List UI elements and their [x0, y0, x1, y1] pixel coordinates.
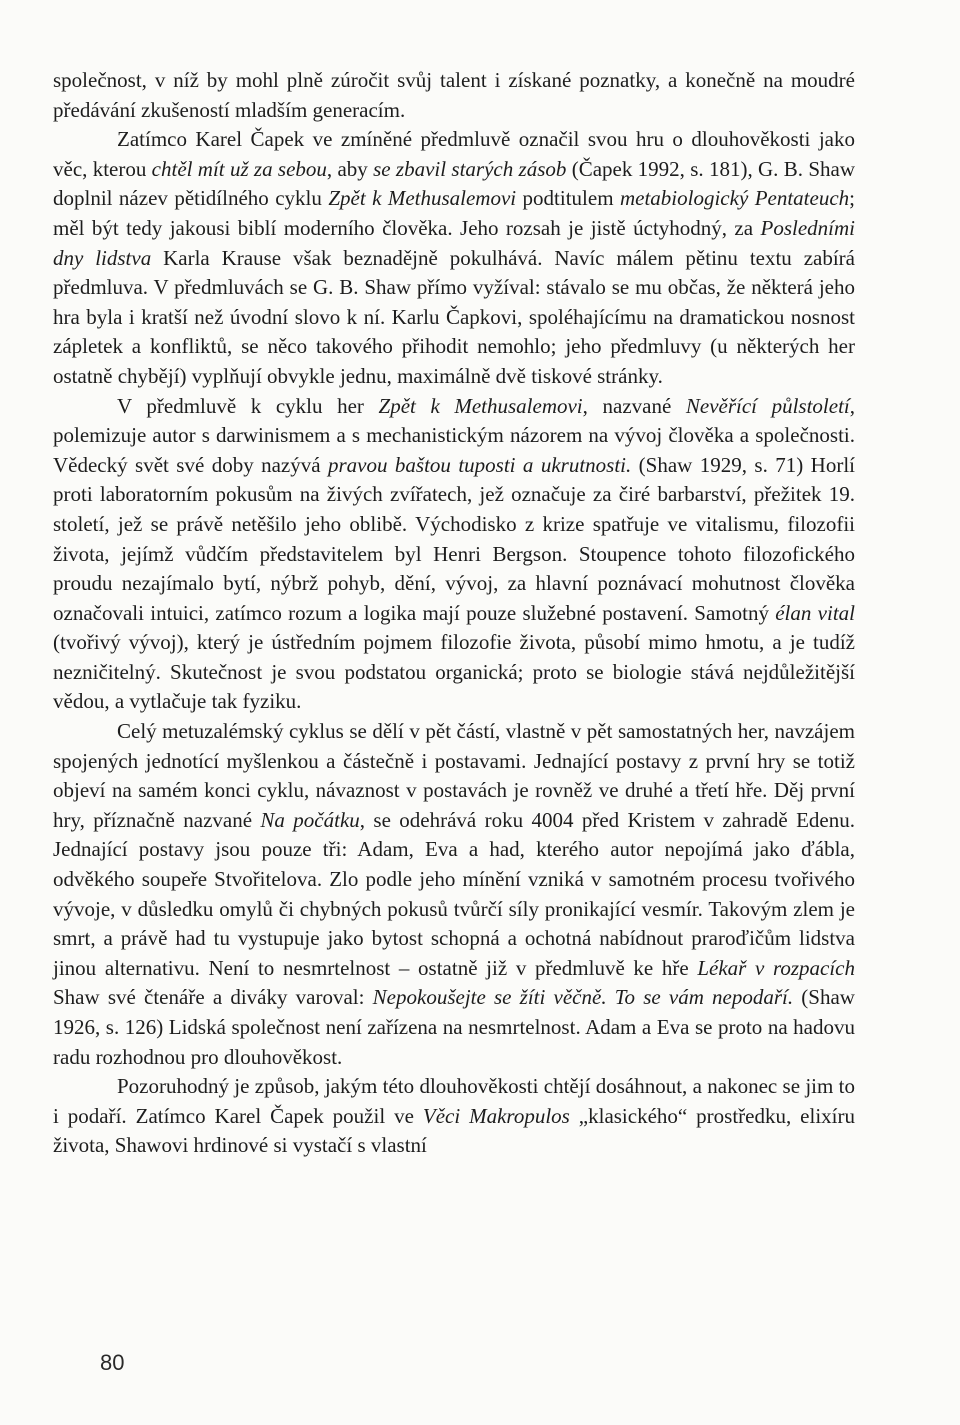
text-run: Zatímco Karel Čapek ve zmíněné předmluvě označil svou hru o dlouhověkosti jako věc, kterou [53, 127, 855, 181]
text-run: ; měl být tedy jakousi biblí moderního člověka. Jeho rozsah je jistě úctyhodný, za [53, 186, 856, 240]
text-run: Karla Krause však beznadějně pokulhává. Navíc málem pětinu textu zabírá předmluva. V předmluvách se G. B. Shaw přímo vyžíval: stávalo se mu občas, že některá jeho hra byla i kratší než úvodní slovo k ní. Karlu Čapkovi, spoléhajícímu na dramatickou nosnost zápletek a konfliktů, se něco takového přihodit nemohlo; jeho předmluvy (u některých her ostatně chybějí) vyplňují obvykle jednu, maximálně dvě tiskové stránky. [53, 245, 855, 388]
text-run: Celý metuzalémský cyklus se dělí v pět částí, vlastně v pět samostatných her, navzájem spojených jednotící myšlenkou a částečně i postavami. Jednající postavy z první hry se totiž objeví na samém konci cyklu, návaznost v postavách je rovněž ve druhé a třetí hře. Děj první hry, příznačně nazvané [53, 719, 855, 832]
text-run: „klasického“ prostředku, elixíru života, Shawovi hrdinové si vystačí s vlastní [53, 1103, 855, 1158]
text-run: (Shaw 1926, s. 126) Lidská společnost není zařízena na nesmrtelnost. Adam a Eva se proto na hadovu radu rozhodnou pro dlouhověkost. [53, 985, 855, 1069]
page-number: 80 [100, 1350, 125, 1375]
text-run: (Shaw 1929, s. 71) Horlí proti laboratorním pokusům na živých zvířatech, jež označuje za čiré barbarství, přežitek 19. století, jež se právě netěšilo jeho oblibě. Východisko z krize spatřuje ve vitalismu, filozofii života, jejímž vůdčím představitelem byl Henri Bergson. Stoupence tohoto filozofického proudu nezajímalo bytí, nýbrž pohyb, dění, vývoj, za hlavní poznávací mohutnost člověka označovali intuici, zatímco rozum a logika mají pouze služebné postavení. Samotný [53, 452, 855, 625]
text-run: V předmluvě k cyklu her [117, 393, 379, 418]
italic-text: Věci Makropulos [422, 1103, 570, 1128]
italic-text: chtěl mít už za sebou [151, 156, 327, 181]
italic-text: Zpět k Methusalemovi [328, 186, 517, 211]
text-run: (Čapek 1992, s. 181), G. B. Shaw doplnil název pětidílného cyklu [53, 156, 855, 211]
text-run: Shaw své čtenáře a diváky varoval: [53, 985, 373, 1010]
paragraph [53, 66, 855, 125]
italic-text: élan vital [775, 600, 855, 625]
text-run: , nazvané [582, 393, 686, 418]
italic-text: Zpět k Methusalemovi [378, 393, 583, 418]
text-run: podtitulem [516, 186, 620, 211]
italic-text: Nepokoušejte se žíti věčně. To se vám nepodaří. [372, 985, 794, 1010]
italic-text: pravou baštou tuposti a ukrutnosti. [328, 452, 632, 477]
paragraph [53, 717, 855, 1072]
italic-text: Nevěřící půlstoletí [685, 393, 850, 418]
paragraph [53, 125, 855, 391]
italic-text: Posledními dny lidstva [53, 215, 855, 270]
italic-text: se zbavil starých zásob [373, 156, 567, 181]
paragraph [53, 1072, 855, 1161]
text-run: společnost, v níž by mohl plně zúročit svůj talent i získané poznatky, a konečně na moudré předávání zkušeností mladším generacím. [53, 68, 855, 122]
text-run: Pozoruhodný je způsob, jakým této dlouhověkosti chtějí dosáhnout, a nakonec se jim to i podaří. Zatímco Karel Čapek použil ve [53, 1074, 855, 1128]
text-run: , se odehrává roku 4004 před Kristem v zahradě Edenu. Jednající postavy jsou pouze tři: Adam, Eva a had, kterého autor nepojímá jako ďábla, odvěkého soupeře Stvořitelova. Zlo podle jeho mínění vzniká v samotném procesu tvořivého vývoje, v důsledku omylů či chybných pokusů tvůrčí síly pronikající vesmír. Takovým zlem je smrt, a právě had tu vystupuje jako bytost schopná a ochotná nabídnout praroďičům lidstva jinou alternativu. Není to nesmrtelnost – ostatně již v předmluvě ke hře [53, 807, 855, 980]
paragraph [53, 392, 855, 718]
italic-text: metabiologický Pentateuch [619, 186, 850, 211]
italic-text: Na počátku [260, 807, 360, 832]
text-run: (tvořivý vývoj), který je ústředním pojmem filozofie života, působí mimo hmotu, a je tudíž nezničitelný. Skutečnost je svou podstatou organická; proto se biologie stává nejdůležitější vědou, a vytlačuje tak fyziku. [53, 630, 855, 714]
italic-text: Lékař v rozpacích [697, 955, 855, 980]
page-body [53, 66, 855, 1161]
text-run: , polemizuje autor s darwinismem a s mechanistickým názorem na vývoj člověka a společnosti. Vědecký svět své doby nazývá [53, 393, 856, 477]
text-run: , aby [326, 156, 374, 181]
